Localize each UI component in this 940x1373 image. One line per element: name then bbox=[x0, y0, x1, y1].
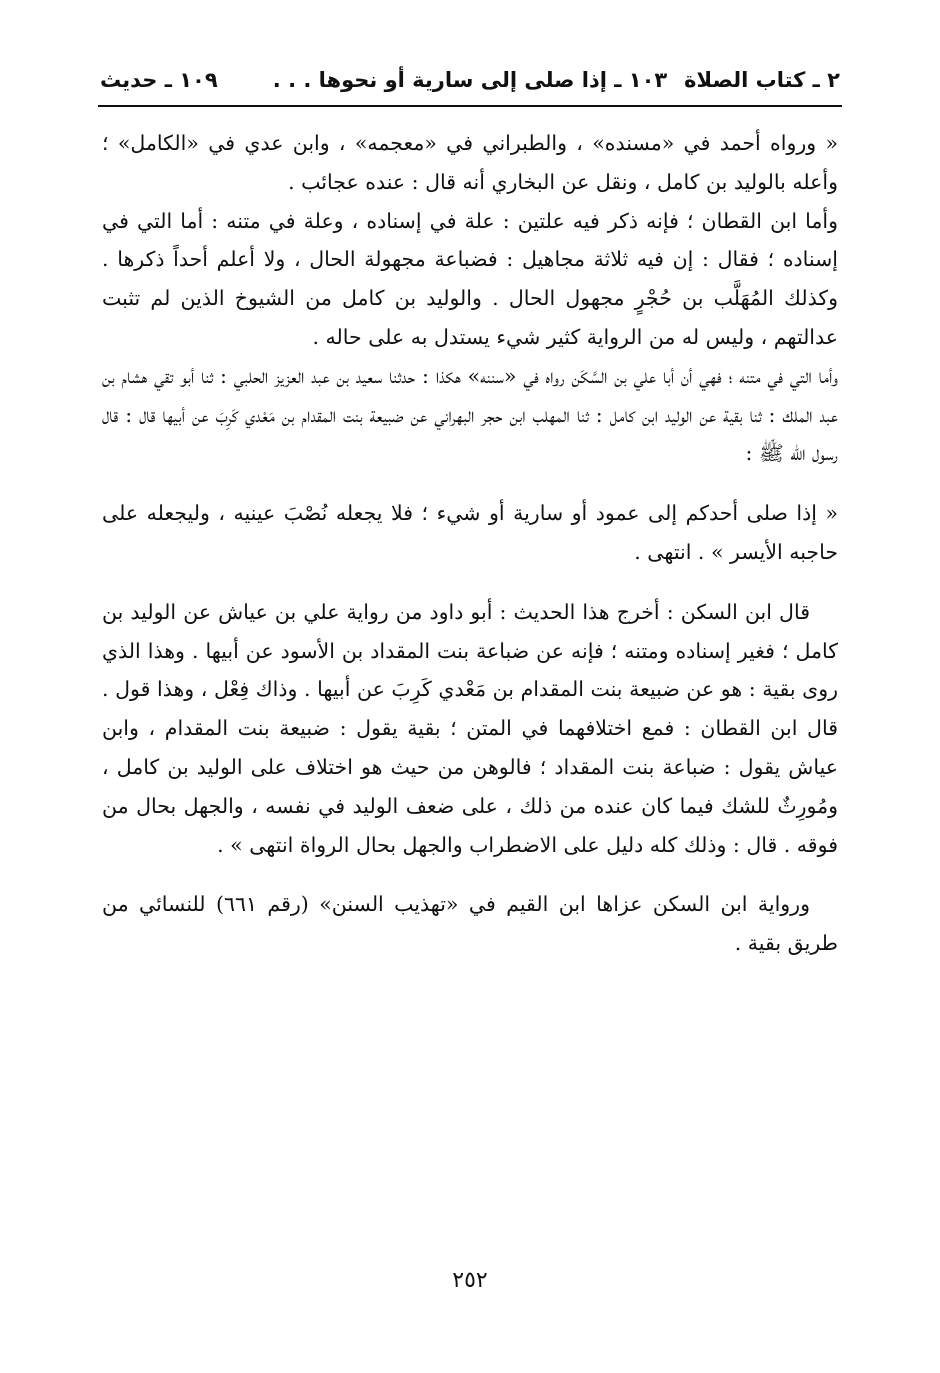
page-number: ٢٥٢ bbox=[452, 1268, 488, 1293]
header-section-title: ١٠٣ ـ إذا صلى إلى سارية أو نحوها . . . bbox=[272, 68, 668, 92]
header-hadith-number: ١٠٩ ـ حديث bbox=[100, 68, 218, 92]
running-header bbox=[100, 62, 840, 102]
paragraph-isnad-defect: وأما ابن القطان ؛ فإنه ذكر فيه علتين : علة في إسناده ، وعلة في متنه : أما التي في إسناده ؛ فقال : إن فيه ثلاثة مجاهيل : فضباعة مجهولة الحال ، ولا أعلم أحداً ذكرها . وكذلك المُهَلَّب بن حُجْرٍ مجهول الحال . والوليد بن كامل من الشيوخ الذين لم تثبت عدالتهم ، وليس له من الرواية كثير شيء يستدل به على حاله . bbox=[102, 208, 838, 349]
paragraph-ahmad-attribution: « ورواه أحمد في «مسنده» ، والطبراني في «معجمه» ، وابن عدي في «الكامل» ؛ وأعله بالوليد بن كامل ، ونقل عن البخاري أنه قال : عنده عجائب . bbox=[102, 131, 838, 194]
paragraph-ibn-al-sakan: قال ابن السكن : أخرج هذا الحديث : أبو داود من رواية علي بن عياش عن الوليد بن كامل ؛ فغير إسناده ومتنه ؛ فإنه عن ضباعة بنت المقداد بن الأسود عن أبيها . وهذا الذي روى بقية : هو عن ضبيعة بنت المقدام بن مَعْدي كَرِبَ عن أبيها . وذاك فِعْل ، وهذا قول . قال ابن القطان : فمع اختلافهما في المتن ؛ بقية يقول : ضبيعة بنت المقدام ، وابن عياش يقول : ضباعة بنت المقداد ؛ فالوهن من حيث هو اختلاف على الوليد بن كامل ، ومُورِثٌ للشك فيما كان عنده من ذلك ، على ضعف الوليد في نفسه ، والجهل بحال من فوقه . قال : وذلك كله دليل على الاضطراب والجهل بحال الرواة انتهى » . bbox=[102, 599, 838, 857]
hadith-quote: « إذا صلى أحدكم إلى عمود أو سارية أو شيء ؛ فلا يجعله نُصْبَ عينيه ، وليجعله على حاجبه الأيسر » . انتهى . bbox=[102, 501, 838, 564]
paragraph-matn-defect: وأما التي في متنه ؛ فهي أن أبا علي بن السَّكَن رواه في «سننه» هكذا : حدثنا سعيد بن عبد العزيز الحلبي : ثنا أبو تقي هشام بن عبد الملك : ثنا بقية عن الوليد ابن كامل : ثنا المهلب ابن حجر البهراني عن ضبيعة بنت المقدام بن مَعْدي كَرِبَ عن أبيها قال : قال رسول الله ﷺ : bbox=[102, 363, 838, 466]
header-chapter-title: ٢ ـ كتاب الصلاة bbox=[684, 68, 840, 92]
header-divider bbox=[98, 105, 842, 107]
page-body bbox=[102, 124, 838, 963]
paragraph-ibn-al-qayyim: ورواية ابن السكن عزاها ابن القيم في «تهذيب السنن» (رقم ٦٦١) للنسائي من طريق بقية . bbox=[102, 892, 838, 956]
